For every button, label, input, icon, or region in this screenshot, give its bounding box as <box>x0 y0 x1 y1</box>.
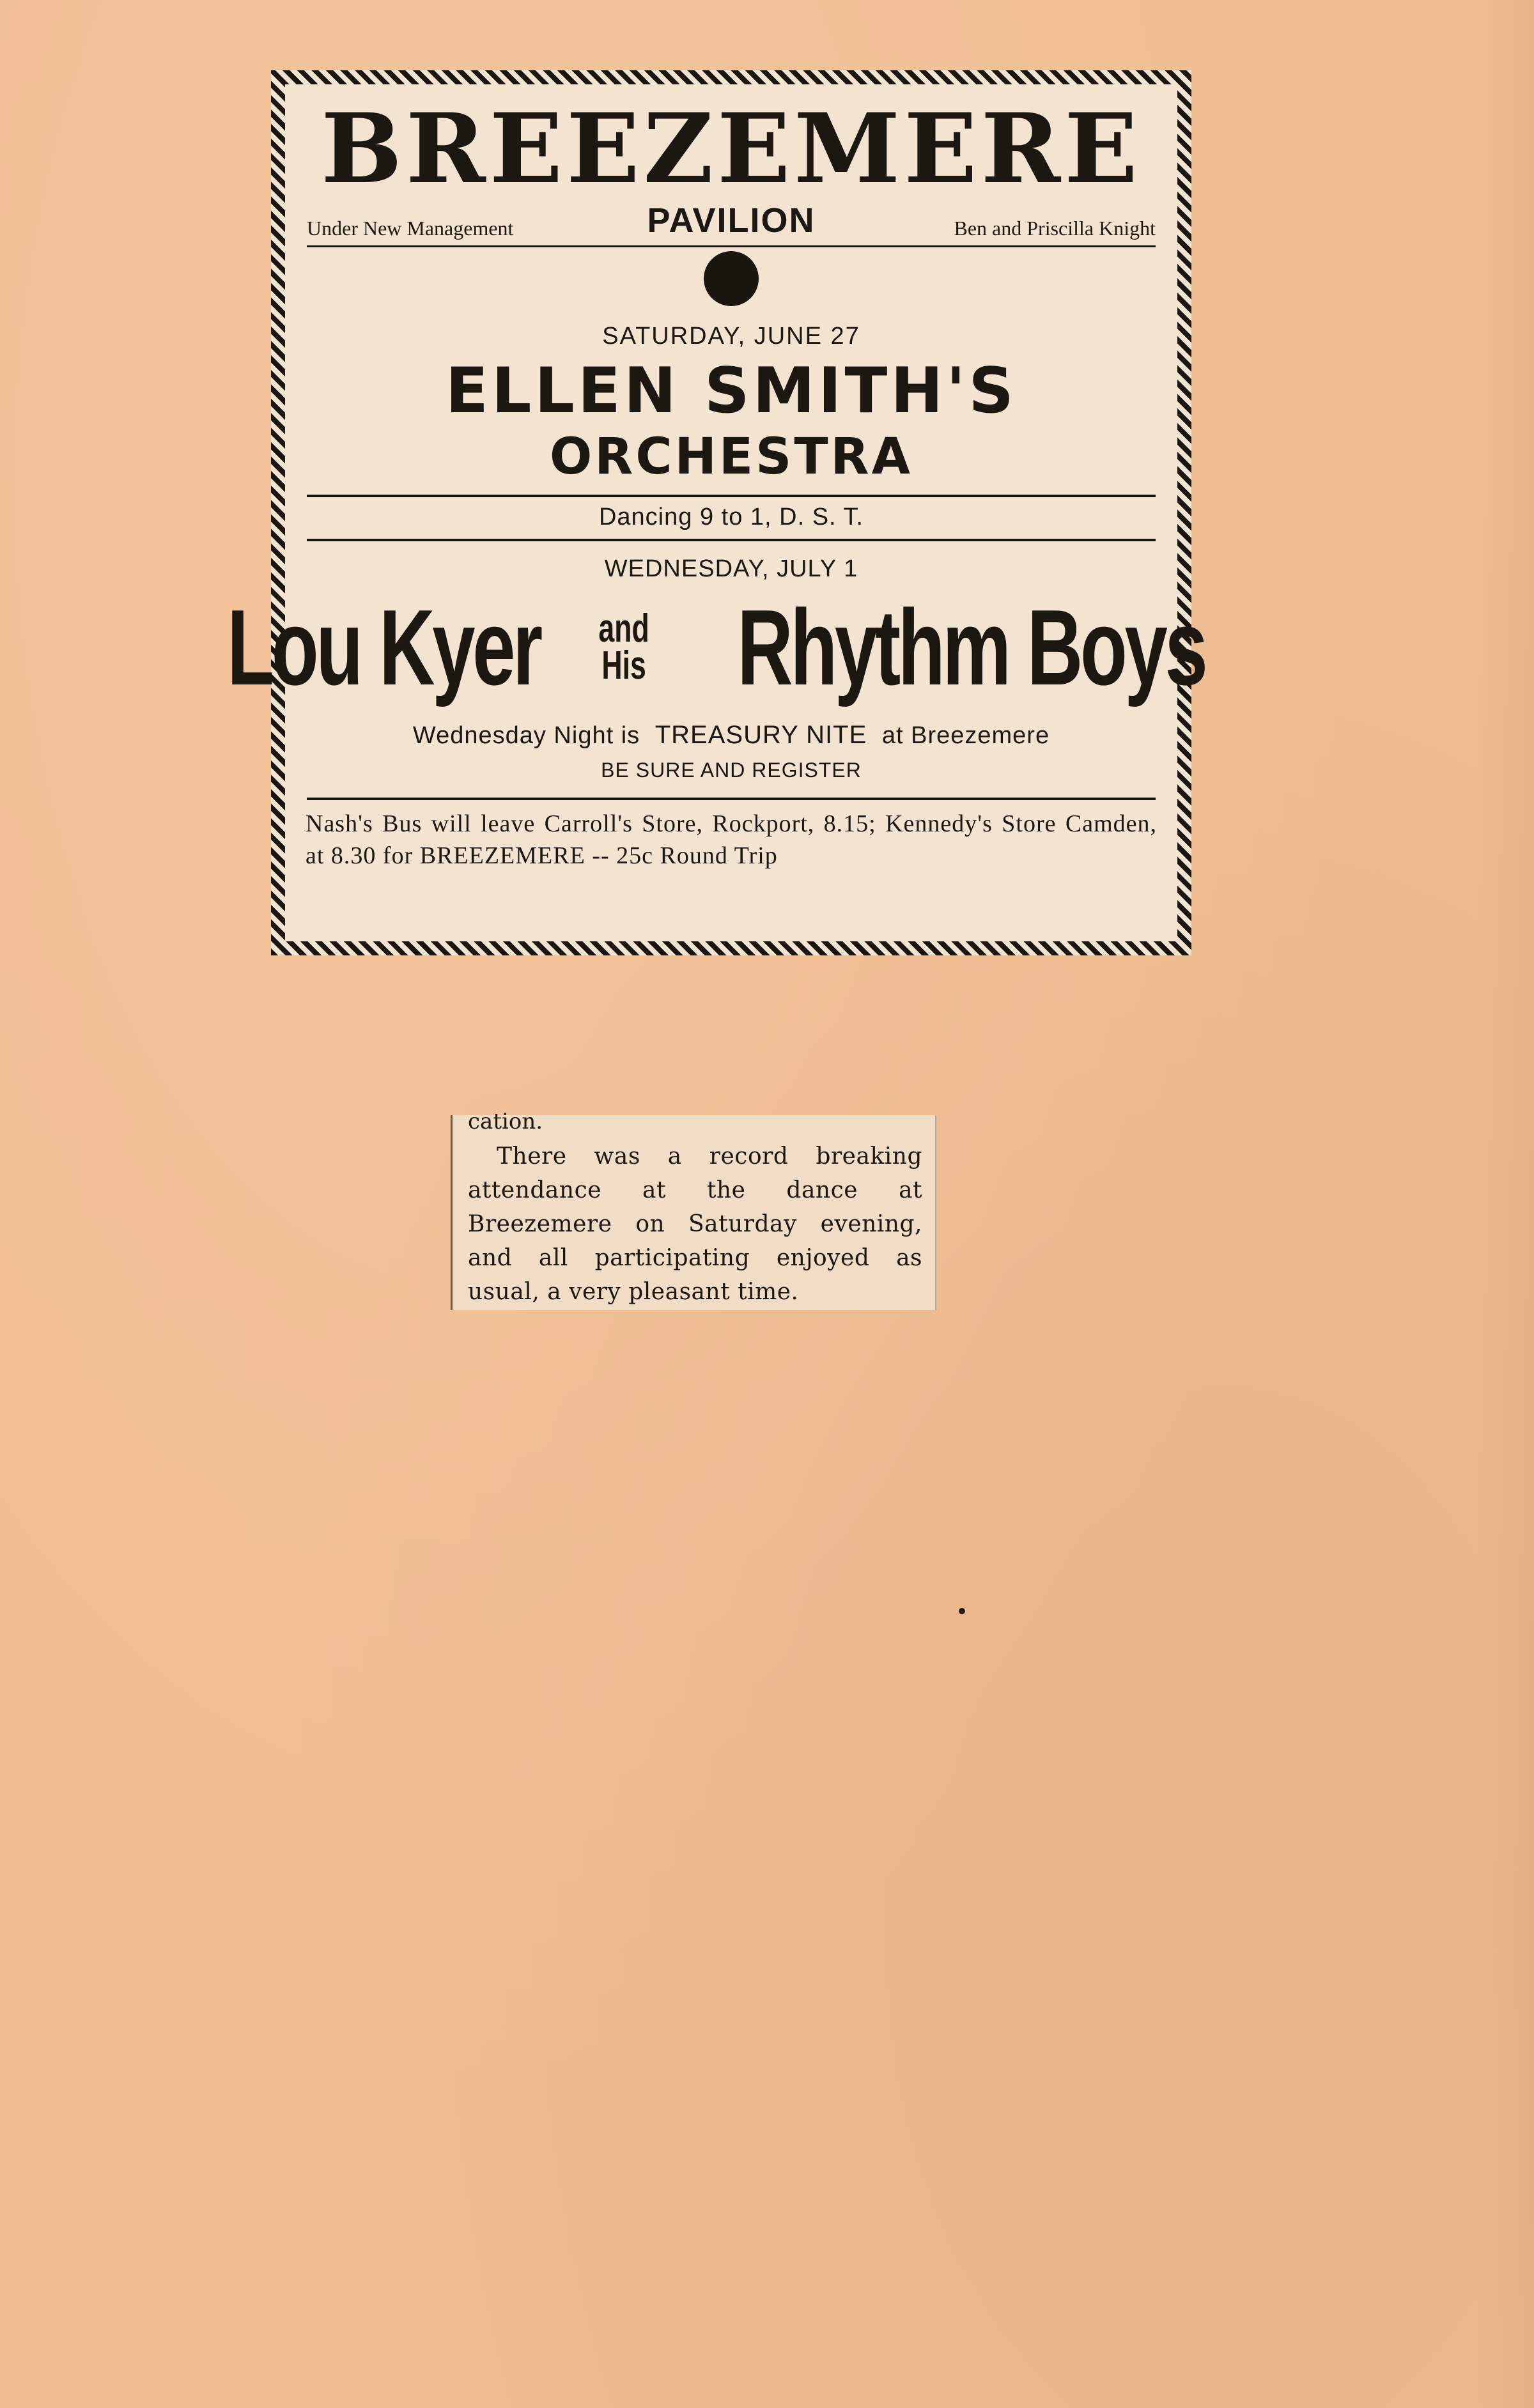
connector-his: His <box>601 644 646 688</box>
divider <box>307 539 1156 541</box>
decorative-dot <box>704 251 759 306</box>
page-edge-shading <box>1476 0 1534 2408</box>
bus-notice: Nash's Bus will leave Carroll's Store, Rockport, 8.15; Kennedy's Store Camden, at 8.30 for BREEZEMERE -- 25c Round Trip <box>306 810 1157 869</box>
management-note: Under New Management <box>307 217 514 240</box>
treasury-highlight: TREASURY NITE <box>655 721 867 749</box>
treasury-suffix: at Breezemere <box>881 722 1050 749</box>
event1-hours: Dancing 9 to 1, D. S. T. <box>598 504 864 530</box>
ad-subtitle: PAVILION <box>647 201 816 240</box>
divider <box>307 798 1156 800</box>
advertisement-clipping <box>227 70 1205 955</box>
paper-speck <box>959 1608 965 1614</box>
event1-act-line1: ELLEN SMITH'S <box>445 355 1017 428</box>
divider <box>307 245 1156 247</box>
treasury-note <box>300 721 1162 750</box>
treasury-prefix: Wednesday Night is <box>412 722 640 749</box>
register-note: BE SURE AND REGISTER <box>601 759 862 782</box>
news-body: There was a record breaking attendance at the dance at Breezemere on Saturday evening, and all participating enjoyed as usual, a very pleasant time. <box>468 1143 922 1305</box>
ad-title: BREEZEMERE <box>321 93 1142 205</box>
connector-and: and <box>598 606 649 651</box>
event1-act-line2: ORCHESTRA <box>550 428 913 486</box>
cut-fragment: cation. <box>468 1109 543 1134</box>
owners-note: Ben and Priscilla Knight <box>954 217 1156 240</box>
event1-date: SATURDAY, JUNE 27 <box>602 323 860 350</box>
event2-leader: Lou Kyer <box>227 587 541 707</box>
divider <box>307 495 1156 497</box>
event2-connector <box>598 606 649 688</box>
news-clipping <box>451 1109 936 1310</box>
event2-act <box>227 587 1205 708</box>
event2-band: Rhythm Boys <box>737 587 1205 707</box>
event2-date: WEDNESDAY, JULY 1 <box>604 555 858 582</box>
